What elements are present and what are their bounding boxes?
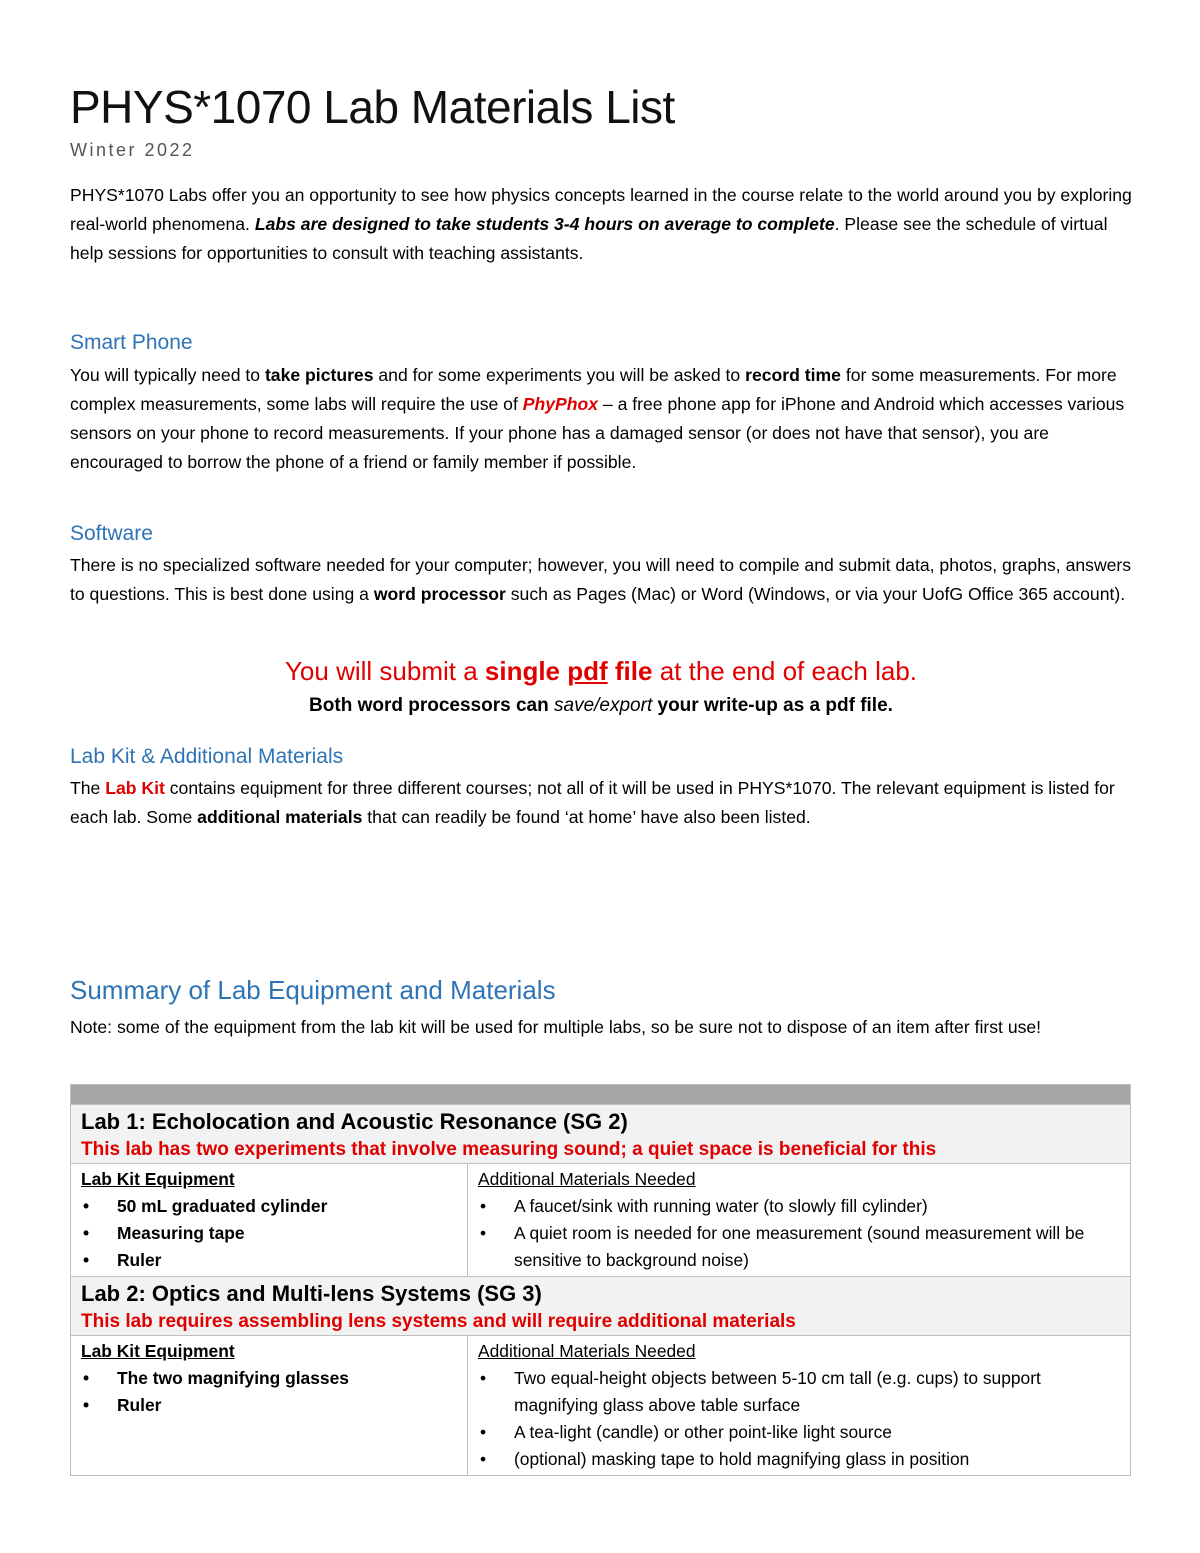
summary-heading: Summary of Lab Equipment and Materials [70, 975, 556, 1005]
list-item: • Ruler [81, 1392, 457, 1419]
lab-kit-column [71, 1336, 468, 1475]
page-title: PHYS*1070 Lab Materials List [70, 81, 675, 133]
lab-kit-paragraph: The Lab Kit contains equipment for three different courses; not all of it will be used in PHYS*1070. The relevant equipment is listed for each lab. Some additional materials that can readily be found ‘at home’ have also been listed. [70, 778, 1115, 827]
lab-note: This lab requires assembling lens systems and will require additional materials [81, 1311, 796, 1332]
phyphox-app-name: PhyPhox [522, 394, 599, 414]
list-item: • Measuring tape [81, 1220, 457, 1247]
list-item: • A faucet/sink with running water (to slowly fill cylinder) [478, 1193, 1120, 1220]
submit-subnotice: Both word processors can save/export your write-up as a pdf file. [309, 695, 893, 716]
lab-2-body [71, 1335, 1130, 1475]
additional-column-header: Additional Materials Needed [478, 1341, 696, 1361]
lab-title: Lab 1: Echolocation and Acoustic Resonance (SG 2) [81, 1109, 628, 1134]
table-header-bar [71, 1085, 1130, 1104]
page-subtitle: Winter 2022 [70, 140, 195, 160]
lab-title: Lab 2: Optics and Multi-lens Systems (SG 3) [81, 1281, 542, 1306]
lab-kit-term: Lab Kit [105, 778, 165, 798]
lab-1-header [71, 1104, 1130, 1163]
kit-list [81, 1193, 457, 1274]
list-item: • (optional) masking tape to hold magnifying glass in position [478, 1446, 1120, 1473]
list-item: • A quiet room is needed for one measurement (sound measurement will be sensitive to background noise) [478, 1220, 1120, 1274]
lab-kit-column [71, 1164, 468, 1276]
software-heading: Software [70, 522, 153, 545]
list-item: • Ruler [81, 1247, 457, 1274]
intro-paragraph: PHYS*1070 Labs offer you an opportunity to see how physics concepts learned in the course relate to the world around you by exploring real-world phenomena. Labs are designed to take students 3-4 hours on average to complete. Please see the schedule of virtual help sessions for opportunities to consult with teaching assistants. [70, 185, 1132, 263]
intro-emphasis: Labs are designed to take students 3-4 hours on average to complete [254, 214, 835, 234]
kit-column-header: Lab Kit Equipment [81, 1169, 235, 1189]
list-item: • The two magnifying glasses [81, 1365, 457, 1392]
lab-equipment-table [70, 1084, 1131, 1476]
list-item: • Two equal-height objects between 5-10 cm tall (e.g. cups) to support magnifying glass above table surface [478, 1365, 1120, 1419]
lab-1-body [71, 1163, 1130, 1276]
submit-notice: You will submit a single pdf file at the end of each lab. [284, 656, 918, 686]
lab-note: This lab has two experiments that involve measuring sound; a quiet space is beneficial for this [81, 1139, 937, 1160]
additional-materials-column [468, 1164, 1130, 1276]
kit-list [81, 1365, 457, 1419]
kit-column-header: Lab Kit Equipment [81, 1341, 235, 1361]
additional-list [478, 1365, 1120, 1473]
software-paragraph: There is no specialized software needed for your computer; however, you will need to compile and submit data, photos, graphs, answers to questions. This is best done using a word processor such as Pages (Mac) or Word (Windows, or via your UofG Office 365 account). [70, 555, 1132, 604]
additional-column-header: Additional Materials Needed [478, 1169, 696, 1189]
additional-materials-column [468, 1336, 1130, 1475]
list-item: • 50 mL graduated cylinder [81, 1193, 457, 1220]
lab-2-header [71, 1276, 1130, 1335]
smart-phone-paragraph: You will typically need to take pictures and for some experiments you will be asked to record time for some measurements. For more complex measurements, some labs will require the use of PhyPhox – a free phone app for iPhone and Android which accesses various sensors on your phone to record measurements. If your phone has a damaged sensor (or does not have that sensor), you are encouraged to borrow the phone of a friend or family member if possible. [70, 365, 1125, 472]
smart-phone-heading: Smart Phone [70, 331, 193, 354]
list-item: • A tea-light (candle) or other point-like light source [478, 1419, 1120, 1446]
summary-note: Note: some of the equipment from the lab kit will be used for multiple labs, so be sure not to dispose of an item after first use! [70, 1017, 1042, 1037]
lab-kit-heading: Lab Kit & Additional Materials [70, 745, 344, 768]
additional-list [478, 1193, 1120, 1274]
